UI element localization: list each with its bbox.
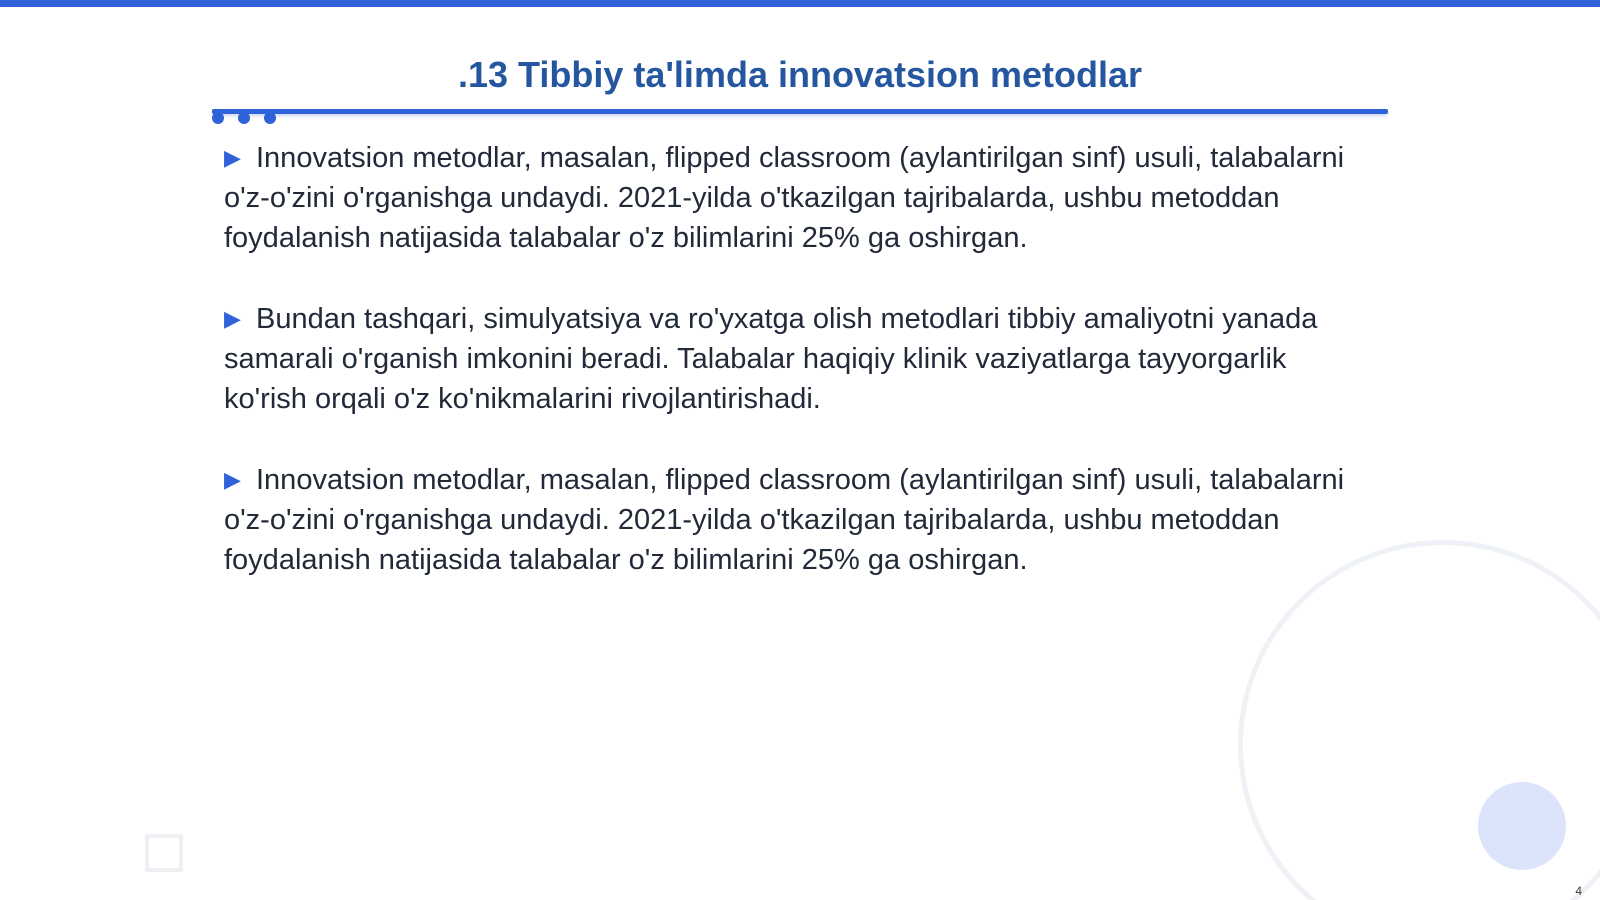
triangle-right-icon: ▶ [224, 145, 241, 170]
triangle-right-icon: ▶ [224, 467, 241, 492]
title-underline [212, 109, 1388, 114]
slide-title: .13 Tibbiy ta'limda innovatsion metodlar [457, 54, 1143, 95]
top-accent-bar [0, 0, 1600, 7]
bullet-text: Innovatsion metodlar, masalan, flipped classroom (aylantirilgan sinf) usuli, talabalarni o'z-o'zini o'rganishga undaydi. 2021-yilda o'tkazilgan tajribalarda, ushbu metoddan foydalanish natijasida talabalar o'z bilimlarini 25% ga oshirgan. [224, 142, 1345, 254]
decorative-dot [212, 112, 224, 124]
bullet-paragraph [224, 138, 1374, 258]
slide-content [224, 138, 1374, 621]
bullet-text: Bundan tashqari, simulyatsiya va ro'yxatga olish metodlari tibbiy amaliyotni yanada samarali o'rganish imkonini beradi. Talabalar haqiqiy klinik vaziyatlarga tayyorgarlik ko'rish orqali o'z ko'nikmalarini rivojlantirishadi. [224, 303, 1318, 415]
bullet-paragraph [224, 460, 1374, 580]
decorative-square [145, 834, 183, 872]
decorative-dot [264, 112, 276, 124]
bullet-text: Innovatsion metodlar, masalan, flipped classroom (aylantirilgan sinf) usuli, talabalarni o'z-o'zini o'rganishga undaydi. 2021-yilda o'tkazilgan tajribalarda, ushbu metoddan foydalanish natijasida talabalar o'z bilimlarini 25% ga oshirgan. [224, 464, 1345, 576]
bullet-paragraph [224, 299, 1374, 419]
decorative-circle-filled [1478, 782, 1566, 870]
triangle-right-icon: ▶ [224, 306, 241, 331]
decorative-dot [238, 112, 250, 124]
page-number: 4 [1575, 884, 1582, 898]
